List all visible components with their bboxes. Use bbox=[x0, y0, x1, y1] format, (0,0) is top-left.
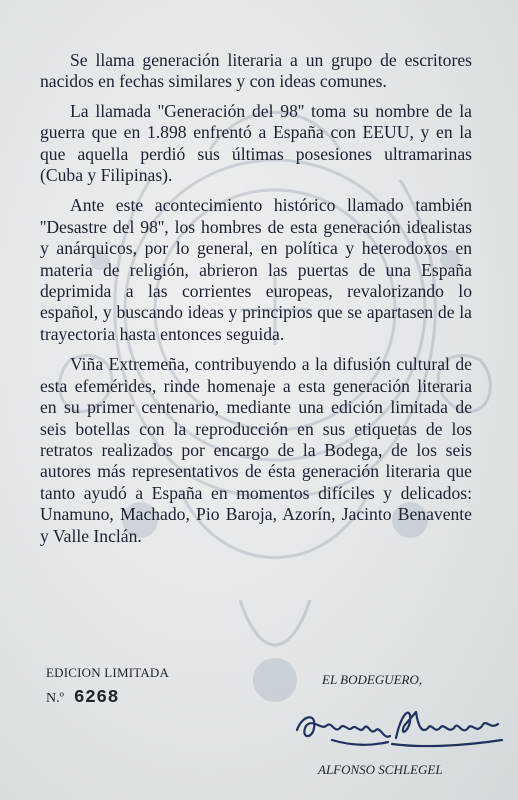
paragraph-generation-98: La llamada ''Generación del 98'' toma su nombre de la guerra que en 1.898 enfrentó a España con EEUU, y en la que aquella perdió sus últimas posesiones ultramarinas (Cuba y Filipinas). bbox=[40, 100, 472, 186]
paragraph-vina-extremena: Viña Extremeña, contribuyendo a la difusión cultural de esta efemérides, rinde homenaje a esta generación literaria en su primer centenario, mediante una edición limitada de seis botellas con la reproducción en sus etiquetas de los retratos realizados por encargo de la Bodega, de los seis autores más representativos de ésta generación literaria que tanto ayudó a España en momentos difíciles y delicados: Unamuno, Machado, Pio Baroja, Azorín, Jacinto Benavente y Valle Inclán. bbox=[40, 354, 472, 546]
edition-block bbox=[46, 665, 169, 708]
bodeguero-label: EL BODEGUERO, bbox=[322, 672, 423, 687]
paragraph-intro: Se llama generación literaria a un grupo de escritores nacidos en fechas similares y con ideas comunes. bbox=[40, 50, 472, 92]
number-prefix: N.º bbox=[46, 691, 64, 706]
edition-number: 6268 bbox=[73, 688, 119, 708]
edition-number-row bbox=[46, 688, 169, 708]
paragraph-disaster: Ante este acontecimiento histórico llamado también ''Desastre del 98'', los hombres de esta generación idealistas y anárquicos, por lo general, en política y heterodoxos en materia de religión, abrieron las puertas de una España deprimida a las corrientes europeas, revalorizando lo español, y buscando ideas y principios que se apartasen de la trayectoria hasta entonces seguida. bbox=[40, 195, 472, 344]
handwritten-signature bbox=[292, 700, 507, 758]
edition-label: EDICION LIMITADA bbox=[46, 665, 170, 680]
signer-name: ALFONSO SCHLEGEL bbox=[318, 762, 443, 777]
body-text bbox=[40, 50, 472, 556]
